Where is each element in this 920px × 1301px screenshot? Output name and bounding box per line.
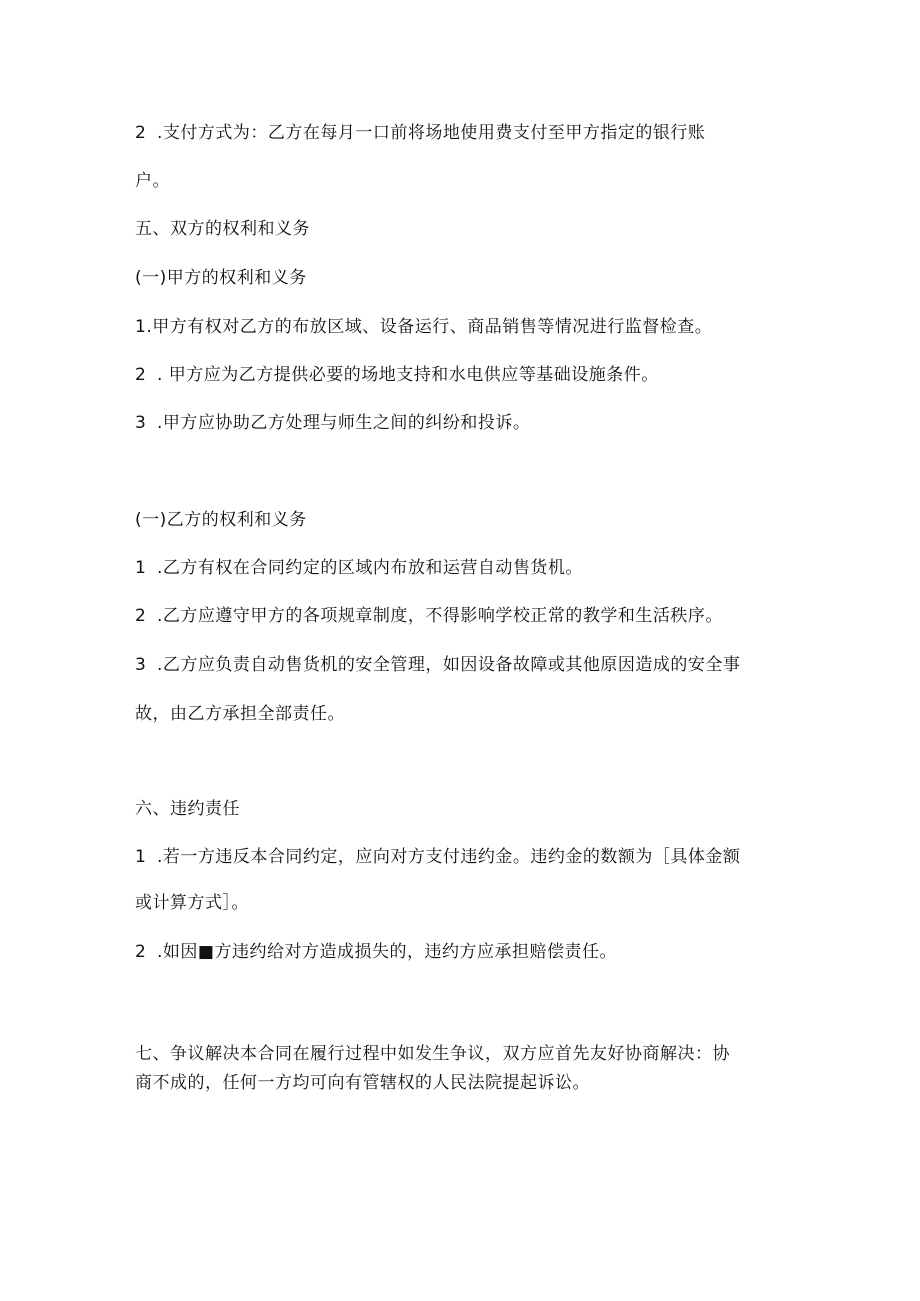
text-line bbox=[135, 891, 785, 915]
line-text: 户。 bbox=[135, 171, 170, 191]
subsection-heading bbox=[135, 266, 785, 290]
item-number: 2 bbox=[135, 365, 147, 385]
line-text: 故，由乙方承担全部责任。 bbox=[135, 704, 345, 724]
line-text: .乙方应负责自动售货机的安全管理，如因设备故障或其他原因造成的安全事 bbox=[157, 655, 741, 675]
line-text: . 甲方应为乙方提供必要的场地支持和水电供应等基础设施条件。 bbox=[157, 365, 659, 385]
line-text: 1.甲方有权对乙方的布放区域、设备运行、商品销售等情况进行监督检查。 bbox=[135, 317, 713, 337]
line-text: 或计算方式］。 bbox=[135, 893, 249, 913]
subsection-heading bbox=[135, 508, 785, 532]
line-text: 五、双方的权利和义务 bbox=[135, 219, 310, 239]
section-heading bbox=[135, 1042, 785, 1066]
line-text: .支付方式为：乙方在每月一口前将场地使用费支付至甲方指定的银行账 bbox=[157, 123, 706, 143]
text-line bbox=[135, 940, 785, 964]
line-text: (一)甲方的权利和义务 bbox=[135, 268, 307, 288]
text-line bbox=[135, 604, 785, 628]
text-line bbox=[135, 702, 785, 726]
item-number: 3 bbox=[135, 655, 147, 675]
line-text: 七、争议解决本合同在履行过程中如发生争议，双方应首先友好协商解决：协 bbox=[135, 1044, 730, 1064]
line-text: .乙方应遵守甲方的各项规章制度，不得影响学校正常的教学和生活秩序。 bbox=[157, 606, 723, 626]
item-number: 2 bbox=[135, 123, 147, 143]
line-text: (一)乙方的权利和义务 bbox=[135, 510, 307, 530]
text-line bbox=[135, 556, 785, 580]
line-text: 六、违约责任 bbox=[135, 799, 240, 819]
text-line bbox=[135, 411, 785, 435]
item-number: 1 bbox=[135, 847, 147, 867]
item-number: 2 bbox=[135, 942, 147, 962]
line-text: 商不成的，任何一方均可向有管辖权的人民法院提起诉讼。 bbox=[135, 1073, 590, 1093]
section-heading bbox=[135, 217, 785, 241]
line-text: .甲方应协助乙方处理与师生之间的纠纷和投诉。 bbox=[157, 413, 531, 433]
item-number: 1 bbox=[135, 558, 147, 578]
line-text: .若一方违反本合同约定，应向对方支付违约金。违约金的数额为［具体金额 bbox=[157, 847, 741, 867]
section-heading bbox=[135, 797, 785, 821]
item-number: 3 bbox=[135, 413, 147, 433]
line-text: .如因■方违约给对方造成损失的，违约方应承担赔偿责任。 bbox=[157, 942, 617, 962]
item-number: 2 bbox=[135, 606, 147, 626]
text-line bbox=[135, 363, 785, 387]
text-line bbox=[135, 169, 785, 193]
text-line bbox=[135, 1071, 785, 1095]
text-line bbox=[135, 845, 785, 869]
text-line bbox=[135, 315, 785, 339]
text-line bbox=[135, 653, 785, 677]
text-line bbox=[135, 121, 785, 145]
line-text: .乙方有权在合同约定的区域内布放和运营自动售货机。 bbox=[157, 558, 583, 578]
